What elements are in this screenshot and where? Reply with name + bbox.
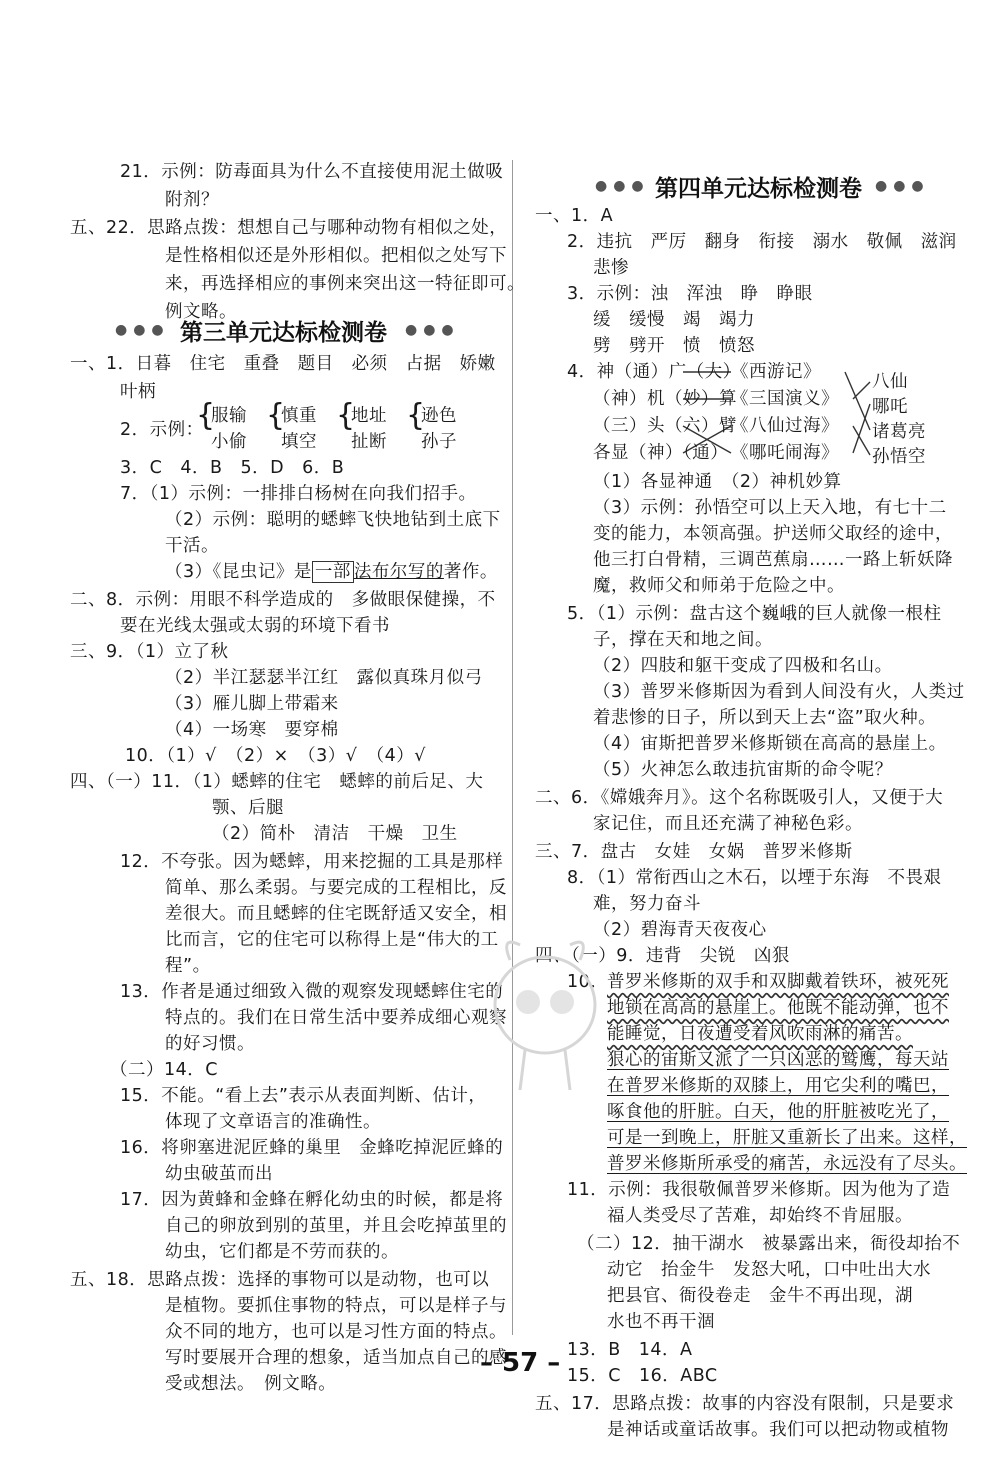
answer-line: 2．违抗 严厉 翻身 衔接 溺水 敬佩 滋润 [567, 232, 957, 252]
answer-line: （3）《昆虫记》是 一部 法布尔写的著作。 [165, 562, 498, 582]
unit4-title: 第四单元达标检测卷 [655, 176, 862, 202]
answer-line: 3．C 4．B 5．D 6．B [120, 458, 345, 478]
header-dots-left: ●●● [595, 178, 650, 194]
answer-line: 要在光线太强或太弱的环境下看书 [120, 616, 390, 636]
answer-line: 特点的。我们在日常生活中要养成细心观察 [165, 1008, 507, 1028]
answer-line: 3．示例：浊 浑浊 睁 睁眼 [567, 284, 813, 304]
pair-word: 服输 [211, 406, 247, 426]
answer-line: 体现了文章语言的准确性。 [165, 1112, 381, 1132]
answer-line: 悲惨 [593, 258, 629, 278]
answer-line: 颚、后腿 [212, 798, 284, 818]
answer-line: 难，努力奋斗 [593, 894, 701, 914]
answer-line: 12．不夸张。因为蟋蟀，用来挖掘的工具是那样 [120, 852, 504, 872]
answer-line: 写时要展开合理的想象，适当加点自己的感 [165, 1348, 507, 1368]
answer-line: 16．将卵塞进泥匠蜂的巢里 金蜂吃掉泥匠蜂的 [120, 1138, 504, 1158]
pair-word: 地址 [351, 406, 387, 426]
book-item: 《八仙过海》 [731, 416, 839, 436]
answer-line: 来，再选择相应的事例来突出这一特征即可。 [165, 274, 525, 294]
underlined-line: 普罗米修斯所承受的痛苦，永远没有了尽头。 [607, 1154, 967, 1174]
character-item: 八仙 [872, 372, 908, 392]
answer-line: 幼虫，它们都是不劳而获的。 [165, 1242, 399, 1262]
answer-line: 子，撑在天和地之间。 [593, 630, 773, 650]
idiom-item: （三）头（六）臂 [593, 416, 737, 436]
answer-line: 是植物。要抓住事物的特点，可以是样子与 [165, 1296, 507, 1316]
answer-line: 10．（1）√ （2）× （3）√ （4）√ [125, 746, 426, 766]
answer-line: 着悲惨的日子，所以到天上去“盗”取火种。 [593, 708, 937, 728]
answer-line: 三、7．盘古 女娃 女娲 普罗米修斯 [535, 842, 853, 862]
unit3-title: 第三单元达标检测卷 [180, 320, 387, 346]
book-item: 《三国演义》 [731, 389, 839, 409]
header-dots-left: ●●● [115, 322, 170, 338]
answer-line: 比而言，它的住宅可以称得上是“伟大的工 [165, 930, 499, 950]
answer-line: （5）火神怎么敢违抗宙斯的命令呢？ [593, 760, 893, 780]
answer-line: （3）普罗米修斯因为看到人间没有火，人类过 [593, 682, 965, 702]
answer-line: 水也不再干涸 [607, 1312, 715, 1332]
header-dots-right: ●●● [875, 178, 930, 194]
character-item: 诸葛亮 [872, 422, 926, 442]
pair-word: 孙子 [421, 432, 457, 452]
underlined-line: 能睡觉，日夜遭受着风吹雨淋的痛苦。 [607, 1024, 913, 1044]
answer-number: 10． [567, 972, 609, 992]
answer-line: （二）12．抽干湖水 被暴露出来，衙役却抬不 [577, 1234, 961, 1254]
answer-line: 劈 劈开 愤 愤怒 [593, 336, 755, 356]
pair-word: 小偷 [211, 432, 247, 452]
answer-line: 四、（一）9．违背 尖锐 凶狠 [535, 946, 790, 966]
answer-line: 例文略。 [165, 302, 237, 322]
answer-line: （1）各显神通 （2）神机妙算 [593, 472, 842, 492]
pair-word: 慎重 [281, 406, 317, 426]
pair-word: 逊色 [421, 406, 457, 426]
answer-line: （2）碧海青天夜夜心 [593, 920, 767, 940]
answer-line: 叶柄 [120, 382, 156, 402]
character-item: 哪吒 [872, 397, 908, 417]
answer-line: 15．C 16．ABC [567, 1366, 718, 1386]
answer-line: 15．不能。“看上去”表示从表面判断、估计， [120, 1086, 487, 1106]
answer-line: 简单、那么柔弱。与要完成的工程相比，反 [165, 878, 507, 898]
answer-line: 把县官、衙役卷走 金牛不再出现，湖 [607, 1286, 913, 1306]
answer-line: 他三打白骨精，三调芭蕉扇……一路上斩妖降 [593, 550, 953, 570]
answer-line: 17．因为黄蜂和金蜂在孵化幼虫的时候，都是将 [120, 1190, 504, 1210]
answer-line: 受或想法。 例文略。 [165, 1374, 337, 1394]
brace-pair: { [336, 398, 356, 433]
answer-line: （2）简朴 清洁 干燥 卫生 [212, 824, 458, 844]
answer-line: 一、1．A [535, 206, 614, 226]
idiom-item: 各显（神）（通） [593, 443, 729, 463]
answer-line: 五、22．思路点拨：想想自己与哪种动物有相似之处， [70, 218, 508, 238]
answer-line: 附剂？ [165, 190, 219, 210]
column-divider [512, 160, 513, 1335]
answer-line: （二）14．C [110, 1060, 218, 1080]
answer-line: 21．示例：防毒面具为什么不直接使用泥土做吸 [120, 162, 504, 182]
answer-line: 五、17．思路点拨：故事的内容没有限制，只是要求 [535, 1394, 955, 1414]
answer-line: 三、9．（1）立了秋 [70, 642, 229, 662]
answer-line: 程”。 [165, 956, 211, 976]
page-number: – 57 – [480, 1348, 561, 1378]
answer-line: 二、6．《嫦娥奔月》。这个名称既吸引人，又便于大 [535, 788, 944, 808]
answer-line: 13．B 14．A [567, 1340, 693, 1360]
book-item: 《西游记》 [731, 362, 821, 382]
brace-pair: { [406, 398, 426, 433]
answer-line: 五、18．思路点拨：选择的事物可以是动物，也可以 [70, 1270, 490, 1290]
answer-line: 的好习惯。 [165, 1034, 255, 1054]
answer-line: 5．（1）示例：盘古这个巍峨的巨人就像一根柱 [567, 604, 942, 624]
answer-line: （2）半江瑟瑟半江红 露似真珠月似弓 [165, 668, 483, 688]
character-item: 孙悟空 [872, 447, 926, 467]
answer-line: （3）雁儿脚上带霜来 [165, 694, 339, 714]
underlined-line: 狠心的宙斯又派了一只凶恶的鹫鹰，每天站 [607, 1050, 949, 1070]
answer-line: （3）示例：孙悟空可以上天入地，有七十二 [593, 498, 947, 518]
idiom-item: （神）机（妙）算 [593, 389, 737, 409]
answer-line: 干活。 [165, 536, 219, 556]
answer-line: 福人类受尽了苦难，却始终不肯屈服。 [607, 1206, 913, 1226]
answer-line: 自己的卵放到别的茧里，并且会吃掉茧里的 [165, 1216, 507, 1236]
answer-line: 二、8．示例：用眼不科学造成的 多做眼保健操，不 [70, 590, 496, 610]
mascot-watermark [470, 920, 620, 1120]
answer-line: 是性格相似还是外形相似。把相似之处写下 [165, 246, 507, 266]
answer-line: 一、1．日暮 住宅 重叠 题目 必须 占据 娇嫩 [70, 354, 496, 374]
answer-line: 8．（1）常衔西山之木石，以堙于东海 不畏艰 [567, 868, 942, 888]
answer-line: 魔，救师父和师弟于危险之中。 [593, 576, 845, 596]
answer-line: 2．示例： [120, 420, 204, 440]
header-dots-right: ●●● [405, 322, 460, 338]
answer-line: （4）一场寒 要穿棉 [165, 720, 339, 740]
underlined-line: 啄食他的肝脏。白天，他的肝脏被吃光了， [607, 1102, 949, 1122]
answer-line: 缓 缓慢 竭 竭力 [593, 310, 755, 330]
underlined-line: 地锁在高高的悬崖上。他既不能动弹，也不 [607, 998, 949, 1018]
idiom-item: 4．神（通）广（大） [567, 362, 741, 382]
answer-line: 幼虫破茧而出 [165, 1164, 273, 1184]
answer-line: 11．示例：我很敬佩普罗米修斯。因为他为了造 [567, 1180, 951, 1200]
answer-line: 家记住，而且还充满了神秘色彩。 [593, 814, 863, 834]
underlined-line: 可是一到晚上，肝脏又重新长了出来。这样， [607, 1128, 967, 1148]
answer-line: 13．作者是通过细致入微的观察发现蟋蟀住宅的 [120, 982, 504, 1002]
boxed-word: 一部 [312, 561, 354, 583]
underlined-line: 普罗米修斯的双手和双脚戴着铁环，被死死 [607, 972, 949, 992]
answer-line: 四、（一）11．（1）蟋蟀的住宅 蟋蟀的前后足、大 [70, 772, 484, 792]
brace-pair: { [266, 398, 286, 433]
answer-line: 差很大。而且蟋蟀的住宅既舒适又安全，相 [165, 904, 507, 924]
underlined-line: 在普罗米修斯的双膝上，用它尖利的嘴巴， [607, 1076, 949, 1096]
answer-line: 7．（1）示例：一排排白杨树在向我们招手。 [120, 484, 477, 504]
answer-line: 变的能力，本领高强。护送师父取经的途中， [593, 524, 953, 544]
answer-line: （2）四肢和躯干变成了四极和名山。 [593, 656, 893, 676]
answer-line: 动它 抬金牛 发怒大吼，口中吐出大水 [607, 1260, 931, 1280]
pair-word: 填空 [281, 432, 317, 452]
answer-line: 是神话或童话故事。我们可以把动物或植物 [607, 1420, 949, 1440]
brace-pair: { [196, 398, 216, 433]
pair-word: 扯断 [351, 432, 387, 452]
answer-line: （4）宙斯把普罗米修斯锁在高高的悬崖上。 [593, 734, 947, 754]
answer-line: （2）示例：聪明的蟋蟀飞快地钻到土底下 [165, 510, 501, 530]
book-item: 《哪吒闹海》 [731, 443, 839, 463]
answer-line: 众不同的地方，也可以是习性方面的特点。 [165, 1322, 507, 1342]
